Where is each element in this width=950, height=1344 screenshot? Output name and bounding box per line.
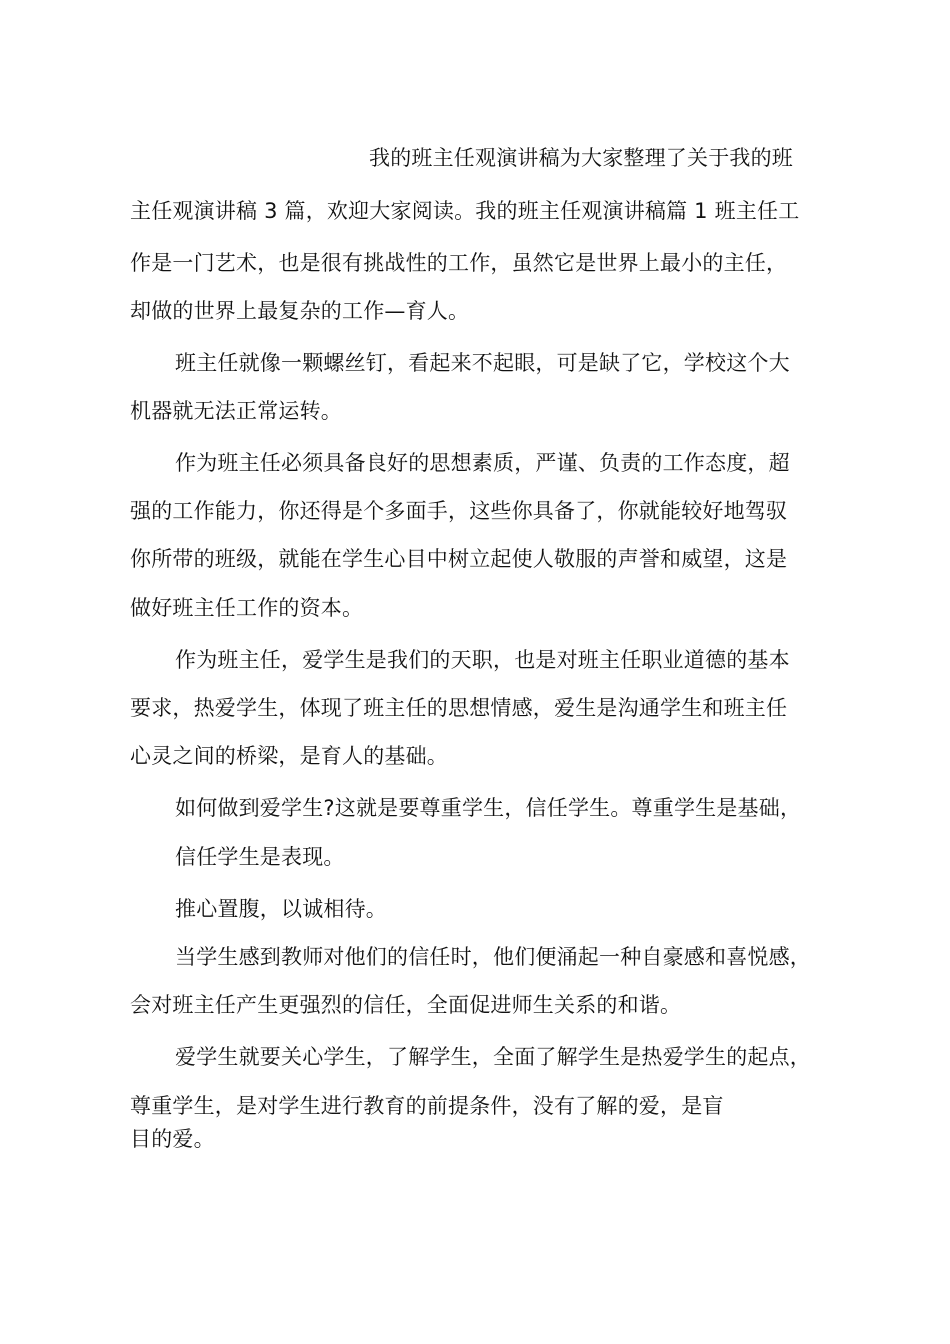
text-line-16: 推心置腹，以诚相待。: [175, 897, 387, 921]
text-line-2: 主任观演讲稿 3 篇，欢迎大家阅读。我的班主任观演讲稿篇 1 班主任工: [130, 199, 800, 223]
text-line-19: 爱学生就要关心学生，了解学生，全面了解学生是热爱学生的起点，: [175, 1045, 811, 1069]
text-line-13: 心灵之间的桥梁，是育人的基础。: [130, 744, 448, 768]
text-line-20: 尊重学生，是对学生进行教育的前提条件，没有了解的爱，是盲: [130, 1094, 724, 1118]
text-line-5: 班主任就像一颗螺丝钉，看起来不起眼，可是缺了它，学校这个大: [175, 351, 790, 375]
text-line-21: 目的爱。: [130, 1127, 215, 1151]
text-line-3: 作是一门艺术，也是很有挑战性的工作，虽然它是世界上最小的主任，: [130, 251, 788, 275]
text-line-12: 要求，热爱学生，体现了班主任的思想情感，爱生是沟通学生和班主任: [130, 696, 788, 720]
text-line-17: 当学生感到教师对他们的信任时，他们便涌起一种自豪感和喜悦感，: [175, 945, 811, 969]
text-line-9: 你所带的班级，就能在学生心目中树立起使人敬服的声誉和威望，这是: [130, 547, 788, 571]
text-line-1: 我的班主任观演讲稿为大家整理了关于我的班: [369, 146, 793, 170]
text-line-14: 如何做到爱学生?这就是要尊重学生，信任学生。尊重学生是基础，: [175, 796, 802, 820]
text-line-4: 却做的世界上最复杂的工作—育人。: [130, 299, 470, 323]
text-line-11: 作为班主任，爱学生是我们的天职，也是对班主任职业道德的基本: [175, 648, 790, 672]
text-line-8: 强的工作能力，你还得是个多面手，这些你具备了，你就能较好地驾驭: [130, 499, 788, 523]
text-line-7: 作为班主任必须具备良好的思想素质，严谨、负责的工作态度，超: [175, 451, 790, 475]
text-line-6: 机器就无法正常运转。: [130, 399, 342, 423]
text-line-18: 会对班主任产生更强烈的信任，全面促进师生关系的和谐。: [130, 993, 682, 1017]
text-line-10: 做好班主任工作的资本。: [130, 596, 364, 620]
text-line-15: 信任学生是表现。: [175, 845, 345, 869]
